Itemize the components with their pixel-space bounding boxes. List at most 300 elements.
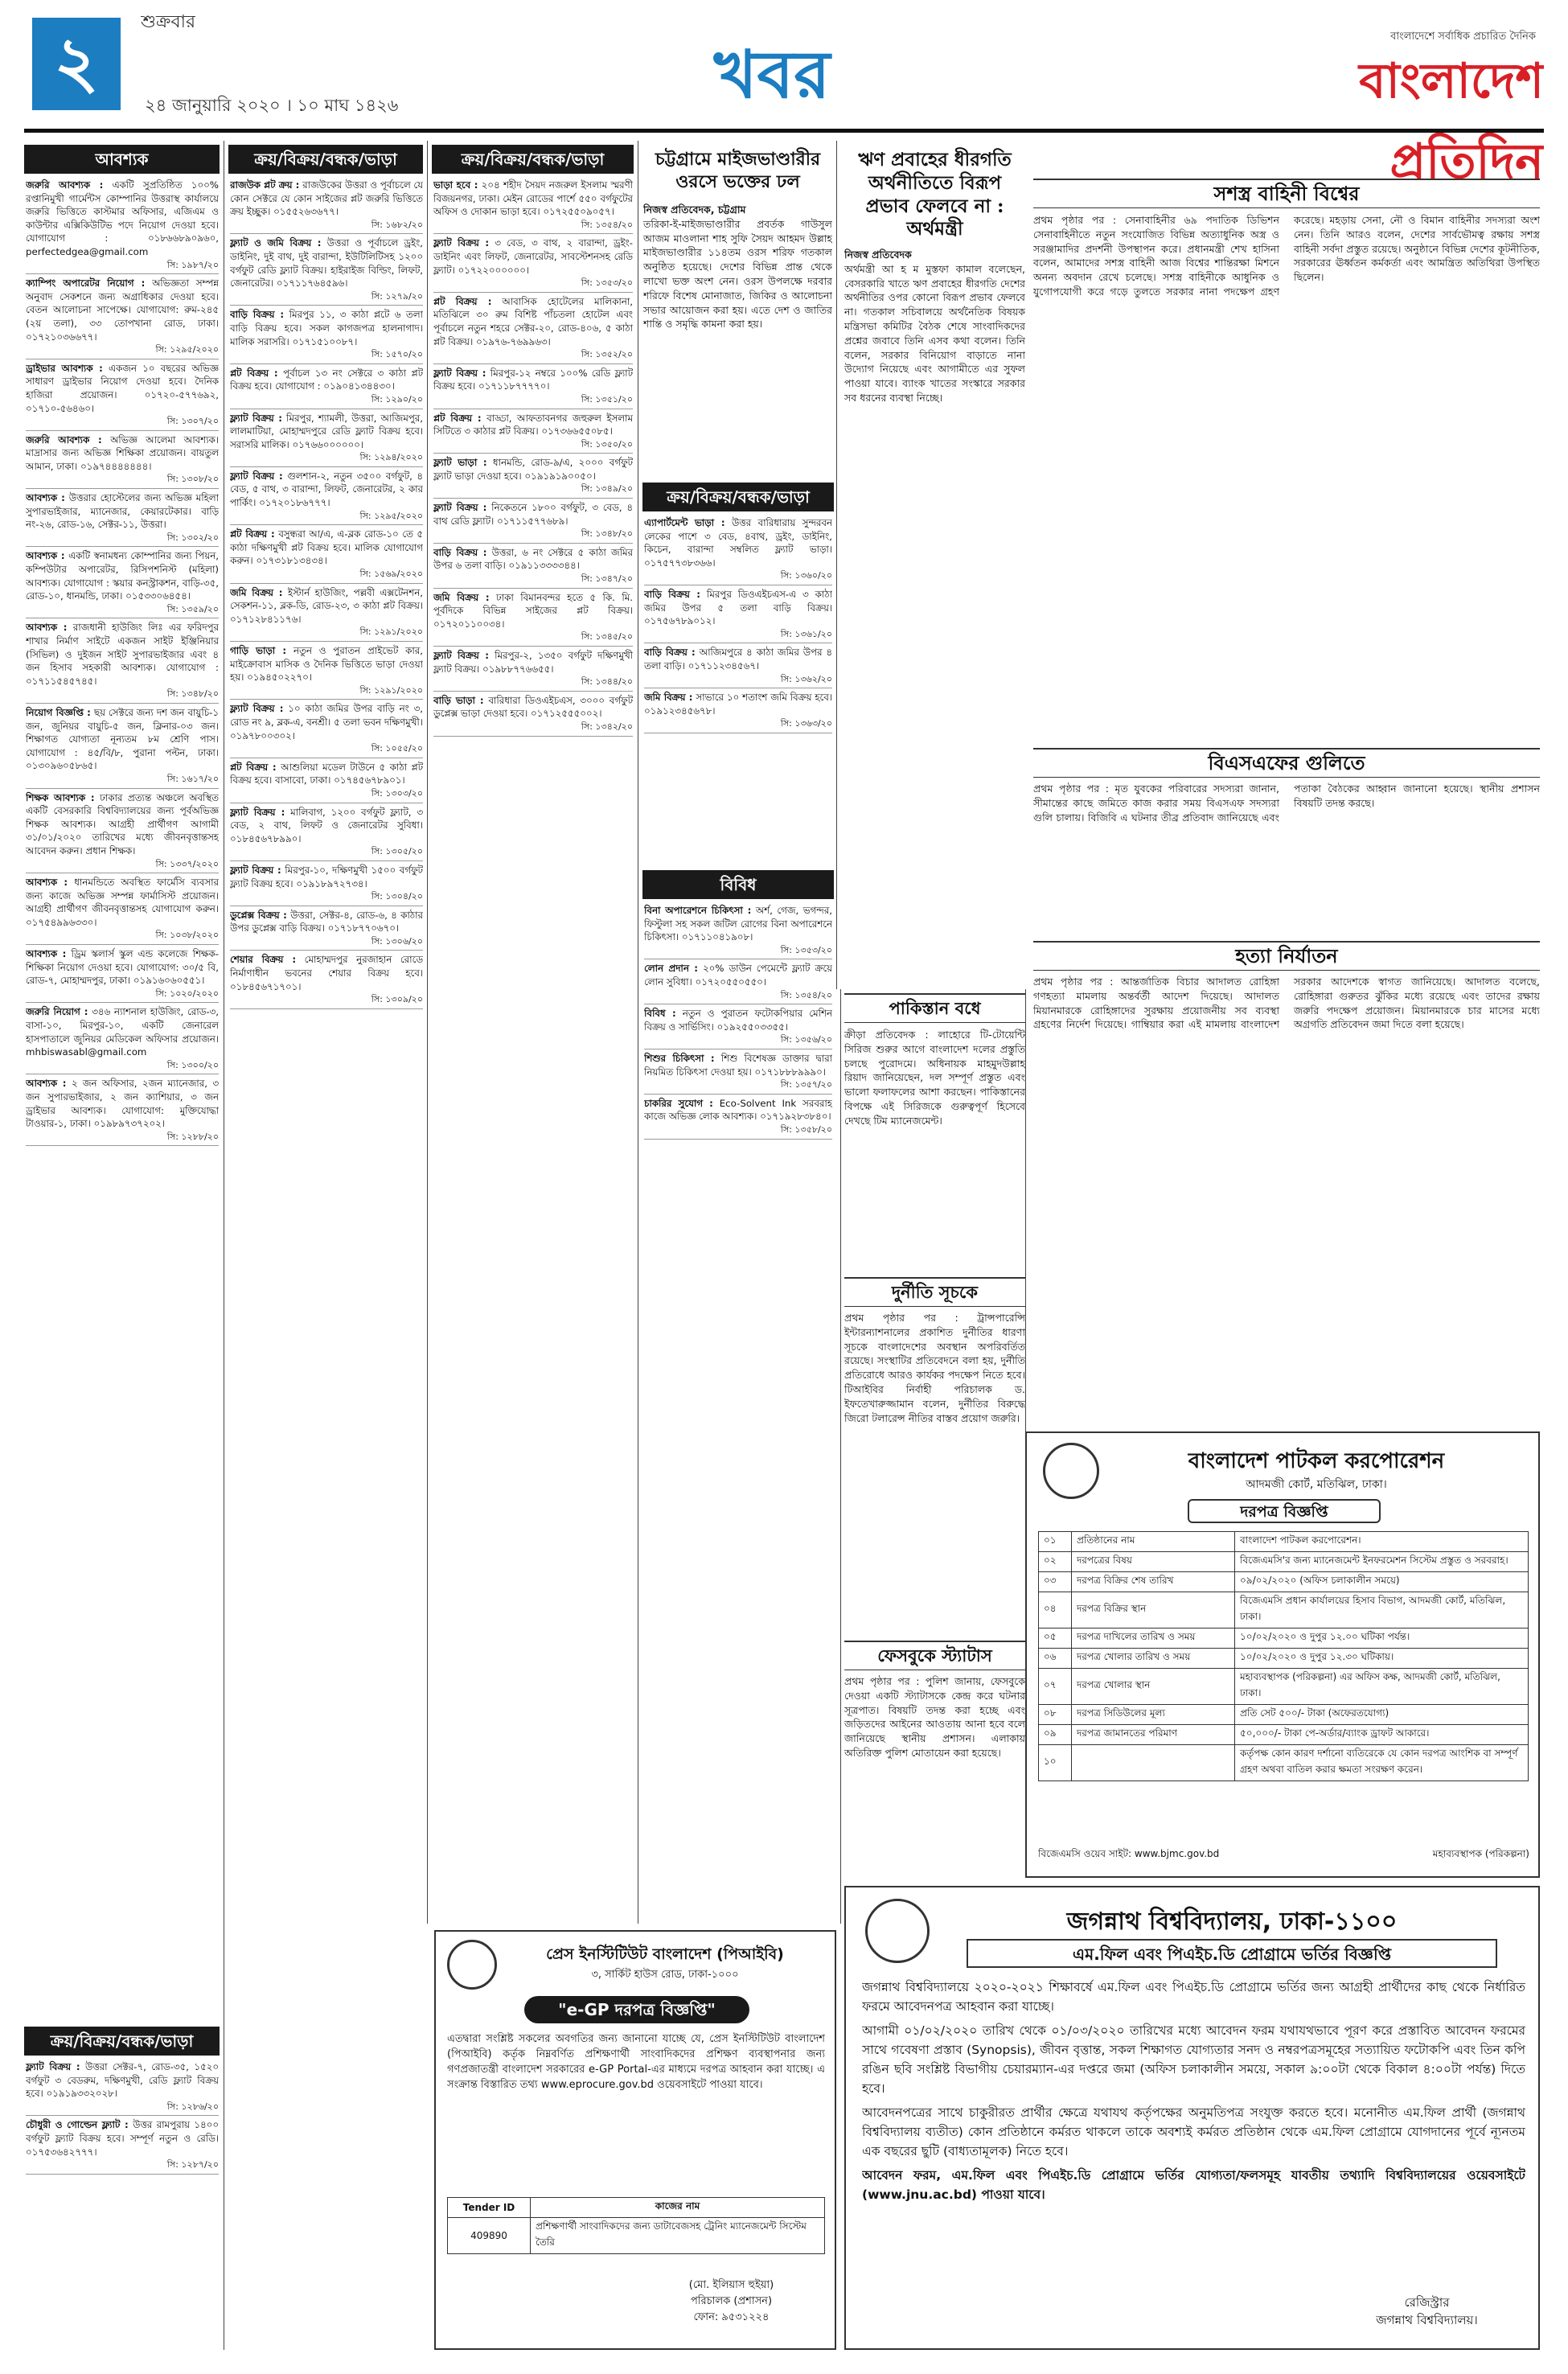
jnu-admission-notice <box>844 1886 1540 2350</box>
table-cell-value: বাংলাদেশ পাটকল করপোরেশন। <box>1235 1532 1529 1552</box>
ad-text: ৩৪৬ ন্যাশনাল হাউজিং, রোড-৩, বাসা-১০, মিরপুর-১০, একটি জেনারেল হাসপাতালে জুনিয়র মেডিকেল অফিসার প্রয়োজন। mhbiswasabl@gmail.com <box>26 1006 219 1058</box>
ad-title: আবশ্যক : <box>26 948 67 960</box>
bjmc-address: আদমজী কোর্ট, মতিঝিল, ঢাকা। <box>1246 1478 1387 1491</box>
article-armed-forces: প্রথম পৃষ্ঠার পর : সেনাবাহিনীর ৬৯ পদাতিক ডিভিশন সেনাবাহিনীতে নতুন সংযোজিত বিভিন্ন অত্যাধুনিক অস্ত্র ও সরঞ্জামাদির প্রদর্শনী উপস্থাপন করে। প্রধানমন্ত্রী শেখ হাসিনা বলেন, আমাদের সশস্ত্র বাহিনী আজ বিশ্বের শান্তিরক্ষা মিশনে অনন্য অবদান রেখে চলেছে। সশস্ত্র বাহিনীকে আধুনিক ও যুগোপযোগী করে গড়ে তুলতে সরকার নানা পদক্ষেপ গ্রহণ করেছে। মহড়ায় সেনা, নৌ ও বিমান বাহিনীর সদস্যরা অংশ নেন। তিনি আরও বলেন, দেশের সার্বভৌমত্ব রক্ষায় সশস্ত্র বাহিনী সর্বদা প্রস্তুত রয়েছে। অনুষ্ঠানে বিভিন্ন দেশের কূটনীতিক, সরকারের ঊর্ধ্বতন কর্মকর্তা এবং আমন্ত্রিত অতিথিরা উপস্থিত ছিলেন। <box>1033 214 1540 298</box>
classified-heading-buysell: ক্রয়/বিক্রয়/বন্ধক/ভাড়া <box>228 145 423 174</box>
ad-text: মিরপুর-২, ১৩৫০ বর্গফুট দক্ষিণমুখী ফ্ল্যাট বিক্রয়। ০১৯৮৮৭৭৬৬৫৫। <box>433 650 633 675</box>
ad-title: লোন প্রদান : <box>644 963 698 975</box>
ad-text: ধানমন্ডিতে অবস্থিত ফার্মেসি ব্যবসার জন্য কাজে অভিজ্ঞ সম্পন্ন ফার্মাসিস্ট প্রয়োজন। আগ্রহী প্রার্থীগণ জীবনবৃত্তান্তসহ যোগাযোগ করুন। ০১৭৫৪৯৯৬৩৩০। <box>26 877 219 928</box>
signer-title: পরিচালক (প্রশাসন) <box>690 2295 773 2307</box>
ad-text: ছয় সেক্টরে জন্য দশ জন বায়ুচি-১ জন, জুনিয়র বায়ুচি-৫ জন, ক্লিনার-০৩ জন। শিক্ষাগত যোগ্যতা নূন্যতম ৮ম শ্রেণি পাস। যোগাযোগ : ৪৫/বি/৮, পুরানা পল্টন, ঢাকা। ০১৩০৯৬০৫৮৬৫। <box>26 706 219 772</box>
ad-text: ড্রিম স্কলার্স স্কুল এন্ড কলেজে শিক্ষক-শিক্ষিকা নিয়োগ দেওয়া হবে। যোগাযোগ: ৩০/৫ বি, রোড-৭, মোহাম্মদপুর, ঢাকা। ০১৯১৬০৬০৫৫১। <box>26 948 219 987</box>
bjmc-tender-notice <box>1025 1431 1540 1878</box>
ad-text: বাড্ডা, আফতাবনগর জহুরুল ইসলাম সিটিতে ৩ কাঠার প্লট বিক্রয়। ০১৭৩৬৬৫৫০৮৫। <box>433 412 633 437</box>
classified-ad <box>26 706 219 789</box>
ad-text: একটি স্বনামধন্য কোম্পানির জন্য পিয়ন, কম্পিউটার অপারেটর, রিসিপশনিস্ট (মহিলা) আবশ্যক। যোগাযোগ : স্কয়ার কনস্ট্রাকশন, বাড়ি-৩৫, রোড-১০, ধানমন্ডি, ঢাকা। ০১৫৩৩০৬৪৫৪। <box>26 550 219 602</box>
ad-text: নতুন ও পুরাতন প্রাইভেট কার, মাইক্রোবাস মাসিক ও দৈনিক ভিত্তিতে ভাড়া দেওয়া হয়। ০১৯৪৫০২২৭০। <box>230 645 423 684</box>
classified-ad <box>26 491 219 547</box>
ad-title: শিশুর চিকিৎসা : <box>644 1052 715 1064</box>
table-cell-label: দরপত্র সিডিউলের মূল্য <box>1072 1705 1235 1725</box>
table-cell-no: ০৬ <box>1039 1649 1072 1669</box>
ad-reference: সি: ১৩৬৩/২০ <box>644 717 832 733</box>
classified-ad <box>433 179 633 234</box>
headline-facebook-status: ফেসবুকে স্ট্যাটাস <box>844 1641 1025 1670</box>
table-cell-value: বিজেএমসি'র জন্য ম্যানেজমেন্ট ইনফরমেশন সিস্টেম প্রস্তুত ও সরবরাহ। <box>1235 1552 1529 1572</box>
jnu-signature-block <box>1328 2294 1525 2329</box>
classified-ad <box>26 549 219 618</box>
table-row <box>1039 1705 1529 1725</box>
ad-title: ফ্ল্যাট বিক্রয় : <box>433 650 489 661</box>
table-header: কাজের নাম <box>531 2198 825 2218</box>
ad-reference: সি: ১৩৬০/২০ <box>644 569 832 585</box>
ad-title: ফ্ল্যাট বিক্রয় : <box>230 412 282 424</box>
ad-reference: সি: ১৫৭০/২০ <box>230 348 423 364</box>
ad-reference: সি: ১০৫৫/২০ <box>230 742 423 758</box>
table-header: Tender ID <box>448 2198 531 2218</box>
classified-ad <box>644 904 832 959</box>
jnu-paragraph: আবেদনপত্রের সাথে চাকুরীরত প্রার্থীর ক্ষেত্রে যথাযথ কর্তৃপক্ষের অনুমতিপত্র সংযুক্ত করতে হবে। মনোনীত এম.ফিল প্রার্থী (জগন্নাথ বিশ্ববিদ্যালয় ব্যতীত) কোন প্রতিষ্ঠানে কর্মরত থাকলে তাকে অবশ্যই কর্মরত প্রতিষ্ঠান থেকে এম.ফিল প্রোগ্রামে যোগদানের পূর্বে ন্যূনতম এক বছরের ছুটি (বাধ্যতামূলক) নিতে হবে। <box>862 2105 1525 2158</box>
classified-ad <box>433 295 633 364</box>
ad-reference: সি: ১৩০৭/২০ <box>26 415 219 431</box>
ad-reference: সি: ১৩০২/২০ <box>26 532 219 548</box>
classified-ad <box>26 277 219 359</box>
table-cell-label: দরপত্র খোলার তারিখ ও সময় <box>1072 1649 1235 1669</box>
bjmc-logo-icon <box>1043 1443 1099 1499</box>
ad-reference: সি: ১৩৫৪/২০ <box>644 989 832 1005</box>
classified-ad <box>230 761 423 803</box>
bjmc-banner: দরপত্র বিজ্ঞপ্তি <box>1188 1499 1381 1523</box>
classified-ad <box>26 947 219 1003</box>
ad-title: জরুরি আবশ্যক : <box>26 433 102 446</box>
page-number: ২ <box>32 18 121 110</box>
table-cell-label: দরপত্র দাখিলের তারিখ ও সময় <box>1072 1629 1235 1649</box>
headline-corruption-index: দুর্নীতি সূচকে <box>844 1277 1025 1307</box>
classified-ad <box>230 367 423 409</box>
classified-ad <box>230 864 423 906</box>
ad-title: ফ্ল্যাট বিক্রয় : <box>433 502 487 514</box>
ad-title: প্লট বিক্রয় : <box>230 528 275 540</box>
classified-ad <box>230 308 423 363</box>
article-body: অর্থমন্ত্রী আ হ ম মুস্তফা কামাল বলেছেন, বেসরকারি খাতে ঋণ প্রবাহের ধীরগতি দেশের অর্থনীতির ওপর কোনো বিরূপ প্রভাব ফেলবে না। গতকাল সচিবালয়ে অর্থনৈতিক বিষয়ক মন্ত্রিসভা কমিটির বৈঠক শেষে সাংবাদিকদের প্রশ্নের জবাবে তিনি এসব কথা বলেন। তিনি বলেন, সরকার বিনিয়োগ বাড়াতে নানা উদ্যোগ নিয়েছে এবং আগামীতে এর সুফল পাওয়া যাবে। ব্যাংক খাতের সংস্কারে সরকার সব ধরনের ব্যবস্থা নিচ্ছে। <box>844 262 1025 404</box>
ad-text: বসুন্ধরা আ/এ, এ-ব্লক রোড-১০ তে ৫ কাঠা দক্ষিণমুখী প্লট বিক্রয় হবে। মালিক যোগাযোগ করুন। ০১৭৩১৮১৩৪৩৪। <box>230 528 423 567</box>
ad-title: ফ্ল্যাট বিক্রয় : <box>433 237 490 249</box>
table-cell-label: প্রতিষ্ঠানের নাম <box>1072 1532 1235 1552</box>
table-row <box>1039 1552 1529 1572</box>
ad-title: বিনা অপারেশনে চিকিৎসা : <box>644 905 752 916</box>
classified-ad <box>644 1007 832 1049</box>
ad-reference: সি: ১২৭৯/২০ <box>230 290 423 306</box>
ad-reference: সি: ১৩০৩/২০ <box>230 787 423 803</box>
classified-ad <box>26 2118 219 2174</box>
classified-ad <box>230 236 423 306</box>
ad-title: ফ্ল্যাট ভাড়া : <box>433 457 487 469</box>
ad-reference: সি: ১২৯৪/২০২০ <box>230 451 423 467</box>
pib-body: এতদ্বারা সংশ্লিষ্ট সকলের অবগতির জন্য জানানো যাচ্ছে যে, প্রেস ইনস্টিটিউট বাংলাদেশ (পিআইবি) কর্তৃক নিম্নবর্ণিত প্রশিক্ষণার্থী সাংবাদিকদের প্রশিক্ষণ ব্যবস্থাপনার জন্য গণপ্রজাতন্ত্রী বাংলাদেশ সরকারের e-GP Portal-এর মাধ্যমে দরপত্র আহবান করা যাচ্ছে। এ সংক্রান্ত বিস্তারিত তথ্য www.eprocure.gov.bd ওয়েবসাইটে পাওয়া যাবে। <box>447 2033 825 2091</box>
ad-reference: সি: ১৩৬১/২০ <box>644 628 832 644</box>
classified-heading-misc: বিবিধ <box>642 870 834 899</box>
ad-reference: সি: ১২৮৮/২০ <box>26 1131 219 1147</box>
ad-reference: সি: ১৩৩৭/২০২০ <box>26 858 219 874</box>
ad-title: জমি বিক্রয় : <box>230 586 283 598</box>
classified-ad <box>433 501 633 544</box>
ad-title: ডুপ্লেক্স বিক্রয় : <box>230 909 287 921</box>
table-cell-no: ০৫ <box>1039 1629 1072 1649</box>
ad-title: জমি বিক্রয় : <box>433 591 490 603</box>
ad-title: নিয়োগ বিজ্ঞপ্তি : <box>26 706 91 718</box>
ad-title: আবশ্যক : <box>26 622 68 634</box>
pib-org-name: প্রেস ইনস্টিটিউট বাংলাদেশ (পিআইবি) <box>546 1945 784 1963</box>
table-cell-label: দরপত্র বিক্রির স্থান <box>1072 1592 1235 1629</box>
ad-reference: সি: ১২৯০/২০ <box>230 393 423 409</box>
table-cell-label <box>1072 1745 1235 1781</box>
brand-tagline: বাংলাদেশে সর্বাধিক প্রচারিত দৈনিক <box>1390 31 1536 43</box>
article-body: তরিকা-ই-মাইজভাণ্ডারীর প্রবর্তক গাউসুল আজম মাওলানা শাহ সুফি সৈয়দ আহমদ উল্লাহ মাইজভাণ্ডারীর ১১৪তম ওরস শরিফ গতকাল অনুষ্ঠিত হয়েছে। দেশের বিভিন্ন প্রান্ত থেকে লাখো ভক্ত অংশ নেন। ওরস উপলক্ষে দরবার শরিফে বিশেষ মোনাজাত, জিকির ও আলোচনা সভার আয়োজন করা হয়। এতে দেশ ও জাতির শান্তি ও সমৃদ্ধি কামনা করা হয়। <box>643 217 832 331</box>
jnu-paragraph: জগন্নাথ বিশ্ববিদ্যালয়ে ২০২০-২০২১ শিক্ষাবর্ষে এম.ফিল এবং পিএইচ.ডি প্রোগ্রামে ভর্তির জন্য আগ্রহী প্রার্থীদের কাছ থেকে নির্ধারিত ফরমে আবেদনপত্র আহবান করা যাচ্ছে। <box>862 1980 1525 2014</box>
byline: নিজস্ব প্রতিবেদক, চট্টগ্রাম <box>643 203 746 216</box>
ad-reference: সি: ১৩৫৪/২০ <box>433 219 633 235</box>
issue-day: শুক্রবার <box>141 12 196 32</box>
ad-title: প্লট বিক্রয় : <box>433 295 492 307</box>
table-row <box>1039 1745 1529 1781</box>
classified-heading-buysell: ক্রয়/বিক্রয়/বন্ধক/ভাড়া <box>642 483 834 511</box>
ad-text: উত্তরা, সেক্টর-৪, রোড-৬, ৪ কাঠার উপর ডুপ্লেক্স বাড়ি বিক্রয়। ০১৭১৮৭৭০৬৭০। <box>230 909 423 934</box>
ad-title: জরুরি নিয়োগ : <box>26 1006 88 1018</box>
ad-text: নতুন ও পুরাতন ফটোকপিয়ার মেশিন বিক্রয় ও সার্ভিসিং। ০১৯২৫৫০৩৩৫৫। <box>644 1008 832 1033</box>
classified-column-buysell <box>230 179 423 1920</box>
ad-reference: সি: ১৩০৯/২০ <box>230 993 423 1009</box>
classified-ad <box>26 1077 219 1146</box>
section-title: খবর <box>713 36 831 113</box>
ad-title: ফ্ল্যাট বিক্রয় : <box>433 367 486 379</box>
ad-reference: সি: ১২৯৫/২০২০ <box>230 510 423 526</box>
headline-economy: ঋণ প্রবাহের ধীরগতি অর্থনীতিতে বিরূপ প্রভাব ফেলবে না : অর্থমন্ত্রী <box>858 149 1012 240</box>
ad-text: ইস্টার্ন হাউজিং, পল্লবী এক্সটেনশন, সেকশন-১১, ব্লক-ডি, রোড-২৩, ৩ কাঠা প্লট বিক্রয়। ০১৭১২৮৪১১৭৬। <box>230 586 423 625</box>
ad-title: বাড়ি বিক্রয় : <box>433 546 487 558</box>
jnu-logo-icon <box>865 1899 930 1963</box>
ad-reference: সি: ১৬৮২/২০ <box>230 219 423 235</box>
classified-ad <box>433 367 633 409</box>
ad-title: আবশ্যক : <box>26 1078 67 1090</box>
table-row <box>1039 1649 1529 1669</box>
article-maizbhandari <box>643 203 832 468</box>
ad-text: একটি সুপ্রতিষ্ঠিত ১০০% রপ্তানিমুখী গার্মেন্টস কোম্পানির উত্তরাস্থ কার্যালয়ে জরুরি ভিত্তিতে কাস্টমার অফিসার, এজিএম ও কাউন্টার এক্সিকিউটিভ পদে নিয়োগ দেওয়া হবে। যোগাযোগ : ০১৮৬৬৮৯০৯৬০, perfectedgea@gmail.com <box>26 179 219 257</box>
table-cell-no: ০১ <box>1039 1532 1072 1552</box>
signer-name: (মো. ইলিয়াস হুইয়া) <box>688 2279 774 2291</box>
classified-ad <box>230 412 423 467</box>
ad-title: ফ্ল্যাট বিক্রয় : <box>230 470 283 482</box>
classified-column-buysell <box>433 179 633 1920</box>
ad-text: মিরপুর, শ্যামলী, উত্তরা, আজিমপুর, লালমাটিয়া, মোহাম্মদপুরে রেডি ফ্ল্যাট বিক্রয় হবে। সরাসরি মালিক। ০১৭৬৬০০০০০০। <box>230 412 423 450</box>
ad-reference: সি: ১৩৪৪/২০ <box>433 676 633 692</box>
classified-heading-buysell: ক্রয়/বিক্রয়/বন্ধক/ভাড়া <box>432 145 634 174</box>
jnu-banner: এম.ফিল এবং পিএইচ.ডি প্রোগ্রামে ভর্তির বিজ্ঞপ্তি <box>967 1939 1497 1968</box>
ad-title: আবশ্যক : <box>26 492 65 504</box>
table-row <box>1039 1532 1529 1552</box>
classified-column-wanted <box>26 179 219 2020</box>
tender-work: প্রশিক্ষণার্থী সাংবাদিকদের জন্য ডাটাবেজসহ ট্রেনিং ম্যানেজমেন্ট সিস্টেম তৈরি <box>531 2218 825 2254</box>
ad-text: পূর্বাচল ১৩ নং সেক্টরে ৩ কাঠা প্লট বিক্রয় হবে। যোগাযোগ : ০১৯০৪১৩৪৪৩০। <box>230 367 423 392</box>
classified-ad <box>433 649 633 692</box>
ad-title: বাড়ি বিক্রয় : <box>644 647 696 659</box>
ad-reference: সি: ১২৯১/২০২০ <box>230 626 423 642</box>
signer-phone: ফোন: ৯৫৩১২২৪ <box>693 2311 770 2323</box>
classified-ad <box>230 179 423 234</box>
classified-ad <box>433 591 633 647</box>
ad-text: ঢাকার প্রত্যন্ত অঞ্চলে অবস্থিত একটি বেসরকারি বিশ্ববিদ্যালয়ের জন্য পূর্বঅভিজ্ঞ শিক্ষক আবশ্যক। আগ্রহী প্রার্থীগণ আগামী ৩১/০১/২০২০ তারিখের মধ্যে জীবনবৃত্তান্তসহ আবেদন করুন। প্রধান শিক্ষক। <box>26 791 219 856</box>
classified-ad <box>26 433 219 489</box>
table-cell-no: ১০ <box>1039 1745 1072 1781</box>
ad-reference: সি: ১২৯১/২০২০ <box>230 684 423 700</box>
table-row <box>1039 1725 1529 1745</box>
ad-reference: সি: ১৩৬২/২০ <box>644 673 832 689</box>
ad-title: জরুরি আবশ্যক : <box>26 179 104 191</box>
ad-title: ফ্ল্যাট ও জমি বিক্রয় : <box>230 237 322 249</box>
table-cell-value: ১০/০২/২০২০ ও দুপুর ১২.৩০ ঘটিকায়। <box>1235 1649 1529 1669</box>
classified-ad <box>26 1005 219 1074</box>
ad-text: ২ জন অফিসার, ২জন ম্যানেজার, ৩ জন সুপারভাইজার, ২ জন ক্যাশিয়ার, ৩ জন ড্রাইভার আবশ্যক। যোগাযোগ: মুক্তিযোদ্ধা টাওয়ার-১, ঢাকা। ০১৯৮৯৭৩৭২০২। <box>26 1078 219 1130</box>
jnu-body <box>862 1978 1525 2204</box>
classified-ad <box>644 1097 832 1140</box>
ad-reference: সি: ১৩৫৮/২০ <box>644 1123 832 1140</box>
ad-text: মিরপুর ১১, ৩ কাঠা প্লটে ৬ তলা বাড়ি বিক্রয় হবে। সকল কাগজপত্র হালনাগাদ। মালিক সরাসরি। ০১৭১৫১০০৮৭। <box>230 309 423 347</box>
ad-text: আবাসিক হোটেলের মালিকানা, মতিঝিলে ৩০ রুম বিশিষ্ট পাঁচতলা হোটেল এবং পূর্বাচলে নতুন শহরে সেক্টর-২০, রোড-৪০৬, ৫ কাঠা প্লট বিক্রয়। ০১৯৭৬-৭৬৯৯৬৩। <box>433 295 633 347</box>
masthead-rule <box>24 129 1544 133</box>
ad-title: জমি বিক্রয় : <box>644 692 693 704</box>
table-cell-no: ০৮ <box>1039 1705 1072 1725</box>
table-row <box>1039 1629 1529 1649</box>
ad-title: আবশ্যক : <box>26 550 65 562</box>
ad-title: ফ্ল্যাট বিক্রয় : <box>230 864 281 876</box>
ad-reference: সি: ১৩৫৩/২০ <box>433 277 633 293</box>
classified-ad <box>433 694 633 737</box>
classified-ad <box>26 2060 219 2116</box>
article-economy <box>844 248 1025 923</box>
ad-reference: সি: ১০৩৮/২০২০ <box>26 929 219 945</box>
classified-heading-wanted: আবশ্যক <box>24 145 220 174</box>
classified-ad <box>644 691 832 733</box>
classified-ad <box>644 646 832 688</box>
table-cell-no: ০৪ <box>1039 1592 1072 1629</box>
jnu-org-name: জগন্নাথ বিশ্ববিদ্যালয়, ঢাকা-১১০০ <box>1066 1908 1398 1936</box>
pib-signature-block <box>637 2277 826 2326</box>
tender-id: 409890 <box>448 2218 531 2254</box>
table-cell-value: মহাব্যবস্থাপক (পরিকল্পনা) এর অফিস কক্ষ, আদমজী কোর্ট, মতিঝিল, ঢাকা। <box>1235 1669 1529 1705</box>
byline: নিজস্ব প্রতিবেদক <box>844 248 912 261</box>
ad-text: মিরপুর-১২ নম্বরে ১০০% রেডি ফ্ল্যাট বিক্রয় হবে। ০১৭১১৮৭৭৭৭০। <box>433 367 633 392</box>
ad-title: প্লট বিক্রয় : <box>230 367 278 379</box>
ad-title: ক্যাম্পিং অপারেটর নিয়োগ : <box>26 277 146 290</box>
pib-tender-table <box>447 2197 825 2254</box>
classified-ad <box>230 586 423 642</box>
headline-genocide: হত্যা নির্যাতন <box>1033 941 1540 971</box>
classified-ad <box>230 953 423 1008</box>
ad-reference: সি: ১৩৪৮/২০ <box>433 528 633 544</box>
classified-ad <box>26 621 219 704</box>
column-divider <box>840 989 841 1924</box>
jnu-paragraph: আবেদন ফরম, এম.ফিল এবং পিএইচ.ডি প্রোগ্রামে ভর্তির যোগ্যতা/ফলসমূহ যাবতীয় তথ্যাদি বিশ্ববিদ্যালয়ের ওয়েবসাইটে (www.jnu.ac.bd) পাওয়া যাবে। <box>862 2168 1525 2202</box>
newspaper-logo: বাংলাদেশ প্রতিদিন <box>1359 53 1544 190</box>
ad-title: এ্যাপার্টমেন্ট ভাড়া : <box>644 517 725 528</box>
ad-reference: সি: ১৩০৪/২০ <box>230 890 423 906</box>
table-row <box>1039 1592 1529 1629</box>
ad-title: ফ্ল্যাট বিক্রয় : <box>230 806 285 818</box>
ad-text: মালিবাগ, ১২০০ বর্গফুট ফ্ল্যাট, ৩ বেড, ২ বাথ, লিফট ও জেনারেটর সুবিধা। ০১৮৪৫৬৭৮৯৯০। <box>230 806 423 844</box>
ad-title: ফ্ল্যাট বিক্রয় : <box>26 2061 80 2072</box>
classified-ad <box>433 546 633 589</box>
ad-text: উত্তর রামপুরায় ১৪০০ বর্গফুট ফ্ল্যাট বিক্রয় হবে। সম্পূর্ণ নতুন ও রেডি। ০১৭৫৩৬৪২৭৭৭। <box>26 2119 219 2158</box>
ad-text: উত্তরার হোস্টেলের জন্য অভিজ্ঞ মহিলা সুপারভাইজার, ম্যানেজার, কেয়ারটেকার। বাড়ি নং-২৬, রোড-১৬, সেক্টর-১১, উত্তরা। <box>26 492 219 531</box>
table-cell-value: ৫০,০০০/- টাকা পে-অর্ডার/ব্যাংক ড্রাফট আকারে। <box>1235 1725 1529 1745</box>
ad-title: বিবিধ : <box>644 1008 676 1020</box>
ad-text: অভিজ্ঞ আলেমা আবশ্যক। মাদ্রাসার জন্য অভিজ্ঞ শিক্ষিকা প্রয়োজন। বায়তুল আমান, ঢাকা। ০১৯৭৪৪৪৪৪৪৪। <box>26 433 219 472</box>
table-cell-value: কর্তৃপক্ষ কোন কারণ দর্শানো ব্যতিরেকে যে কোন দরপত্র আংশিক বা সম্পূর্ণ গ্রহণ অথবা বাতিল করার ক্ষমতা সংরক্ষণ করেন। <box>1235 1745 1529 1781</box>
ad-title: প্লট বিক্রয় : <box>433 412 482 424</box>
ad-reference: সি: ১৩৫৭/২০ <box>644 1078 832 1095</box>
pib-banner: "e-GP দরপত্র বিজ্ঞপ্তি" <box>524 1996 749 2023</box>
ad-reference: সি: ১২৮৭/২০ <box>26 2158 219 2175</box>
table-cell-label: দরপত্র জামানতের পরিমাণ <box>1072 1725 1235 1745</box>
ad-text: রাজধানী হাউজিং লিঃ এর ফরিদপুর শাখার নির্মাণ সাইটে একজন সাইট ইঞ্জিনিয়ার (সিভিল) ও দুইজন সাইট সুপারভাইজার এবং ৪ জন হিসাব সহকারী আবশ্যক। যোগাযোগ : ০১৭১১৫৪৫৭৪৫। <box>26 622 219 687</box>
ad-text: ধানমন্ডি, রোড-৯/এ, ২০০০ বর্গফুট ফ্ল্যাট ভাড়া দেওয়া হবে। ০১৯১৯১৯০০৫০। <box>433 457 633 482</box>
classified-ad <box>230 470 423 525</box>
ad-text: মোহাম্মদপুর নুরজাহান রোডে নির্মাণাধীন ভবনের শেয়ার বিক্রয় হবে। ০১৮৪৫৬৭১৭০১। <box>230 954 423 992</box>
ad-title: ভাড়া হবে : <box>433 179 478 191</box>
ad-reference: সি: ১৩০৮/২০ <box>26 473 219 489</box>
ad-text: মিরপুর ডিওএইচএস-এ ৩ কাঠা জমির উপর ৫ তলা বাড়ি বিক্রয়। ০১৭৫৬৭৮৯০১২। <box>644 588 832 627</box>
ad-text: আশুলিয়া মডেল টাউনে ৫ কাঠা প্লট বিক্রয় হবে। বাসাবো, ঢাকা। ০১৭৪৫৬৭৮৯০১। <box>230 761 423 787</box>
ad-reference: সি: ১৩৫৩/২০ <box>644 944 832 960</box>
table-cell-value: প্রতি সেট ৫০০/- টাকা (অফেরতযোগ্য) <box>1235 1705 1529 1725</box>
classified-ad <box>26 362 219 431</box>
ad-text: Eco-Solvent Ink সরবরাহ কাজে অভিজ্ঞ লোক আবশ্যক। ০১৭১৯২৮৩৮৪০। <box>644 1097 832 1123</box>
ad-reference: সি: ১৫৬৯/২০২০ <box>230 568 423 584</box>
table-cell-label: দরপত্র খোলার স্থান <box>1072 1669 1235 1705</box>
signer-org: জগন্নাথ বিশ্ববিদ্যালয়। <box>1376 2313 1478 2327</box>
classified-column-buysell-bottom <box>26 2060 219 2350</box>
jnu-paragraph: আগামী ০১/০২/২০২০ তারিখ থেকে ০১/০৩/২০২০ তারিখের মধ্যে আবেদন ফরম যথাযথভাবে পূরণ করে প্রস্তাবিত আবেদন ফরমের সাথে গবেষণা প্রস্তাব (Synopsis), জীবন বৃত্তান্ত, সকল শিক্ষাগত যোগ্যতার সনদ ও নম্বরপত্রসমূহের সত্যায়িত ফটোকপি এবং তিন কপি রঙিন ছবি সংশ্লিষ্ট বিভাগীয় চেয়ারম্যান-এর দপ্তরে জমা (অফিস চলাকালীন সময়ে, সকাল ৯:০০টা থেকে বিকাল ৪:০০টা পর্যন্ত) দিতে হবে। <box>862 2023 1525 2096</box>
ad-reference: সি: ১৩৫০/২০ <box>433 438 633 454</box>
table-cell-label: দরপত্র বিক্রির শেষ তারিখ <box>1072 1572 1235 1592</box>
ad-title: শিক্ষক আবশ্যক : <box>26 791 95 803</box>
table-cell-no: ০৯ <box>1039 1725 1072 1745</box>
ad-title: বাড়ি ভাড়া : <box>433 694 484 706</box>
ad-title: ড্রাইভার আবশ্যক : <box>26 362 103 374</box>
headline-armed-forces: সশস্ত্র বাহিনী বিশ্বের <box>1033 179 1540 208</box>
ad-reference: সি: ১২৮৬/২০ <box>26 2101 219 2117</box>
ad-reference: সি: ১৩০৬/২০ <box>230 935 423 951</box>
classified-column-misc <box>644 904 832 1917</box>
ad-title: শেয়ার বিক্রয় : <box>230 954 297 966</box>
ad-reference: সি: ১৩৪২/২০ <box>433 721 633 737</box>
ad-text: সাভারে ১০ শতাংশ জমি বিক্রয় হবে। ০১৯১২৩৪৫৬৭৮। <box>644 692 832 717</box>
ad-text: ২০% ডাউন পেমেন্টে ফ্ল্যাট ক্রয়ে লোন সুবিধা। ০১৭২০৫৫০৫৫০। <box>644 963 832 988</box>
ad-title: আবশ্যক : <box>26 877 68 889</box>
ad-reference: সি: ১৩৫১/২০ <box>433 393 633 409</box>
ad-text: ৩ বেড, ৩ বাথ, ২ বারান্দা, ড্রইং-ডাইনিং এবং লিফট, জেনারেটর, সাবস্টেশনসহ রেডি ফ্ল্যাট। ০১৭২২০০০০০০। <box>433 237 633 276</box>
pib-address: ৩, সার্কিট হাউস রোড, ঢাকা-১০০০ <box>591 1969 739 1981</box>
table-cell-no: ০২ <box>1039 1552 1072 1572</box>
classified-ad <box>433 412 633 454</box>
pib-logo-icon <box>447 1940 497 1990</box>
headline-bsf-firing: বিএসএফের গুলিতে <box>1033 748 1540 778</box>
article-genocide: প্রথম পৃষ্ঠার পর : আন্তর্জাতিক বিচার আদালত রোহিঙ্গা গণহত্যা মামলায় অন্তর্বর্তী আদেশ দিয়েছে। আদালত মিয়ানমারকে রোহিঙ্গাদের সুরক্ষায় প্রয়োজনীয় সব ব্যবস্থা গ্রহণের নির্দেশ দিয়েছে। গাম্বিয়ার করা এই মামলায় বাংলাদেশ সরকার আদেশকে স্বাগত জানিয়েছে। আদালত বলেছে, রোহিঙ্গারা গুরুতর ঝুঁকির মধ্যে রয়েছে এবং তাদের রক্ষায় জরুরি পদক্ষেপ প্রয়োজন। মিয়ানমারকে চার মাসের মধ্যে অগ্রগতি প্রতিবেদন জমা দিতে বলা হয়েছে। <box>1033 975 1540 1031</box>
ad-reference: সি: ১৩৫৯/২০ <box>26 603 219 619</box>
ad-text: বারিধারা ডিওএইচএস, ৩০০০ বর্গফুট ডুপ্লেক্স ভাড়া দেওয়া হবে। ০১৭১২৫৫৫০০২। <box>433 694 633 720</box>
classified-ad <box>433 236 633 292</box>
ad-title: প্লট বিক্রয় : <box>230 761 277 773</box>
ad-reference: সি: ১৩৫২/২০ <box>433 348 633 364</box>
ad-text: ঢাকা বিমানবন্দর হতে ৫ কি. মি. পূর্বদিকে বিভিন্ন সাইজের প্লট বিক্রয়। ০১৭২০১১০০৩৪। <box>433 591 633 630</box>
table-cell-label: দরপত্রের বিষয় <box>1072 1552 1235 1572</box>
ad-title: চৌধুরী ও গোল্ডেন ফ্ল্যাট : <box>26 2119 129 2131</box>
ad-reference: সি: ১৩৪৭/২০ <box>433 573 633 589</box>
ad-title: গাড়ি ভাড়া : <box>230 645 287 656</box>
ad-reference: সি: ১৩০০/২০ <box>26 1059 219 1075</box>
classified-ad <box>230 528 423 583</box>
article-facebook-status: প্রথম পৃষ্ঠার পর : পুলিশ জানায়, ফেসবুকে দেওয়া একটি স্ট্যাটাসকে কেন্দ্র করে ঘটনার সূত্রপাত। বিষয়টি তদন্ত করা হচ্ছে এবং জড়িতদের আইনের আওতায় আনা হবে বলে জানিয়েছে স্থানীয় প্রশাসন। এলাকায় অতিরিক্ত পুলিশ মোতায়েন করা হয়েছে। <box>844 1675 1025 1759</box>
ad-reference: সি: ১৩৫৬/২০ <box>644 1033 832 1049</box>
ad-title: বাড়ি বিক্রয় : <box>644 588 700 600</box>
classified-column-buysell <box>644 516 832 862</box>
table-cell-value: ০৯/০২/২০২০ (অফিস চলাকালীন সময়ে) <box>1235 1572 1529 1592</box>
ad-reference: সি: ১৩৪৫/২০ <box>433 630 633 647</box>
ad-reference: সি: ১০২০/২০২০ <box>26 988 219 1004</box>
ad-reference: সি: ১৩৪৯/২০ <box>433 483 633 499</box>
ad-text: অভিজ্ঞতা সম্পন্ন অনুবাদ সেকশনে জন্য অগ্রাধিকার দেওয়া হবে। বেতন আলোচনা সাপেক্ষে। যোগাযোগ: রুম-২৪৫ (২য় তলা), ৩৩ তোপখানা রোড, ঢাকা। ০১৭২১০৩৬৬৭৭। <box>26 277 219 343</box>
classified-ad <box>644 588 832 643</box>
bjmc-tender-table <box>1038 1531 1529 1781</box>
ad-title: ফ্ল্যাট বিক্রয় : <box>230 703 284 715</box>
issue-date: ২৪ জানুয়ারি ২০২০ । ১০ মাঘ ১৪২৬ <box>145 96 399 115</box>
classified-heading-buysell: ক্রয়/বিক্রয়/বন্ধক/ভাড়া <box>24 2027 220 2056</box>
table-row <box>1039 1669 1529 1705</box>
ad-text: শিশু বিশেষজ্ঞ ডাক্তার দ্বারা নিয়মিত চিকিৎসা দেওয়া হয়। ০১৭১৮৮৮৯৯৯০। <box>644 1052 832 1078</box>
ad-text: একজন ১০ বছরের অভিজ্ঞ সাধারণ ড্রাইভার নিয়োগ দেওয়া হবে। দৈনিক হাজিরা প্রয়োজন। ০১৭২০-৫৭৭৬৯২, ০১৭১০-৫৬৪৬০। <box>26 362 219 414</box>
ad-reference: সি: ১২৯৫/২০২০ <box>26 343 219 359</box>
classified-ad <box>230 806 423 861</box>
ad-text: ২০৪ শহীদ সৈয়দ নজরুল ইসলাম স্মরণী বিজয়নগর, ঢাকা। মেইন রোডের পার্শে ৫৫০ বর্গফুটের অফিস ও দোকান ভাড়া হবে। ০১৭২৫৫০৯০৫৭। <box>433 179 633 218</box>
ad-text: নিকেতনে ১৮০০ বর্গফুট, ৩ বেড, ৪ বাথ রেডি ফ্ল্যাট। ০১৭১১৫৭৭৬৮৯। <box>433 502 633 527</box>
ad-title: বাড়ি বিক্রয় : <box>230 309 285 321</box>
ad-text: ১০ কাঠা জমির উপর বাড়ি নং ৩, রোড নং ৯, ব্লক-এ, বনশ্রী। ৫ তলা ভবন দক্ষিণমুখী। ০১৯৭৮০০৩০২। <box>230 703 423 741</box>
ad-text: রাজউকের উত্তরা ও পূর্বাচলে যে কোন সেক্টরে যে কোন সাইজের প্লট জরুরি ভিত্তিতে ক্রয় ইচ্ছুক। ০১৫৫২৬৩৬৭৭। <box>230 179 423 218</box>
bjmc-signer: মহাব্যবস্থাপক (পরিকল্পনা) <box>1432 1848 1529 1859</box>
headline-pakistan: পাকিস্তান বধে <box>844 993 1025 1023</box>
classified-ad <box>26 876 219 945</box>
pib-tender-notice <box>434 1930 836 2350</box>
headline-maizbhandari: চট্টগ্রামে মাইজভাণ্ডারীর ওরসে ভক্তের ঢল <box>655 149 821 192</box>
ad-text: আজিমপুরে ৪ কাঠা জমির উপর ৪ তলা বাড়ি। ০১৭১১২৩৪৫৬৭। <box>644 647 832 672</box>
classified-ad <box>230 702 423 758</box>
ad-text: উত্তরা ও পূর্বাচলে ড্রইং, ডাইনিং, দুই বাথ, দুই বারান্দা, ইউটিলিটিসহ ১২০০ বর্গফুট রেডি ফ্ল্যাট বিক্রয়। হাইরাইজ বিল্ডিং, লিফট, জেনারেটর। ০১৭১১৭৬৪৫৯৬। <box>230 237 423 290</box>
table-cell-value: ১০/০২/২০২০ ও দুপুর ১২.০০ ঘটিকা পর্যন্ত। <box>1235 1629 1529 1649</box>
classified-ad <box>433 456 633 499</box>
ad-text: গুলশান-২, নতুন ৩৫০০ বর্গফুট, ৪ বেড, ৫ বাথ, ৩ বারান্দা, লিফট, জেনারেটর, ২ কার পার্কিং। ০১৭২০১৮৬৭৭৭। <box>230 470 423 509</box>
ad-text: উত্তরা, ৬ নং সেক্টরে ৫ কাঠা জমির উপর ৬ তলা বাড়ি। ০১৯১১৩৩৩৩৪৪। <box>433 546 633 572</box>
column-divider <box>836 141 837 989</box>
classified-ad <box>644 962 832 1004</box>
table-cell-no: ০৭ <box>1039 1669 1072 1705</box>
classified-ad <box>644 1052 832 1095</box>
table-row <box>1039 1572 1529 1592</box>
ad-reference: সি: ১৩০৫/২০ <box>230 845 423 861</box>
ad-title: চাকরির সুযোগ : <box>644 1097 713 1109</box>
ad-reference: সি: ১৬১৭/২০ <box>26 773 219 789</box>
ad-text: অর্শ, গেজ, ভগন্দর, ফিস্টুলা সহ সকল জটিল রোগের বিনা অপারেশনে চিকিৎসা। ০১৭১১০৪১৯০৮। <box>644 905 832 943</box>
classified-ad <box>26 179 219 274</box>
ad-text: উত্তর বারিধারায় সুন্দরবন লেকের পাশে ৩ বেড, ৪বাথ, ড্রইং, ডাইনিং, কিচেন, বারান্দা সম্বলিত ফ্ল্যাট ভাড়া। ০১৭৫৭৭৩৮৩৬৬। <box>644 517 832 569</box>
classified-ad <box>644 516 832 585</box>
